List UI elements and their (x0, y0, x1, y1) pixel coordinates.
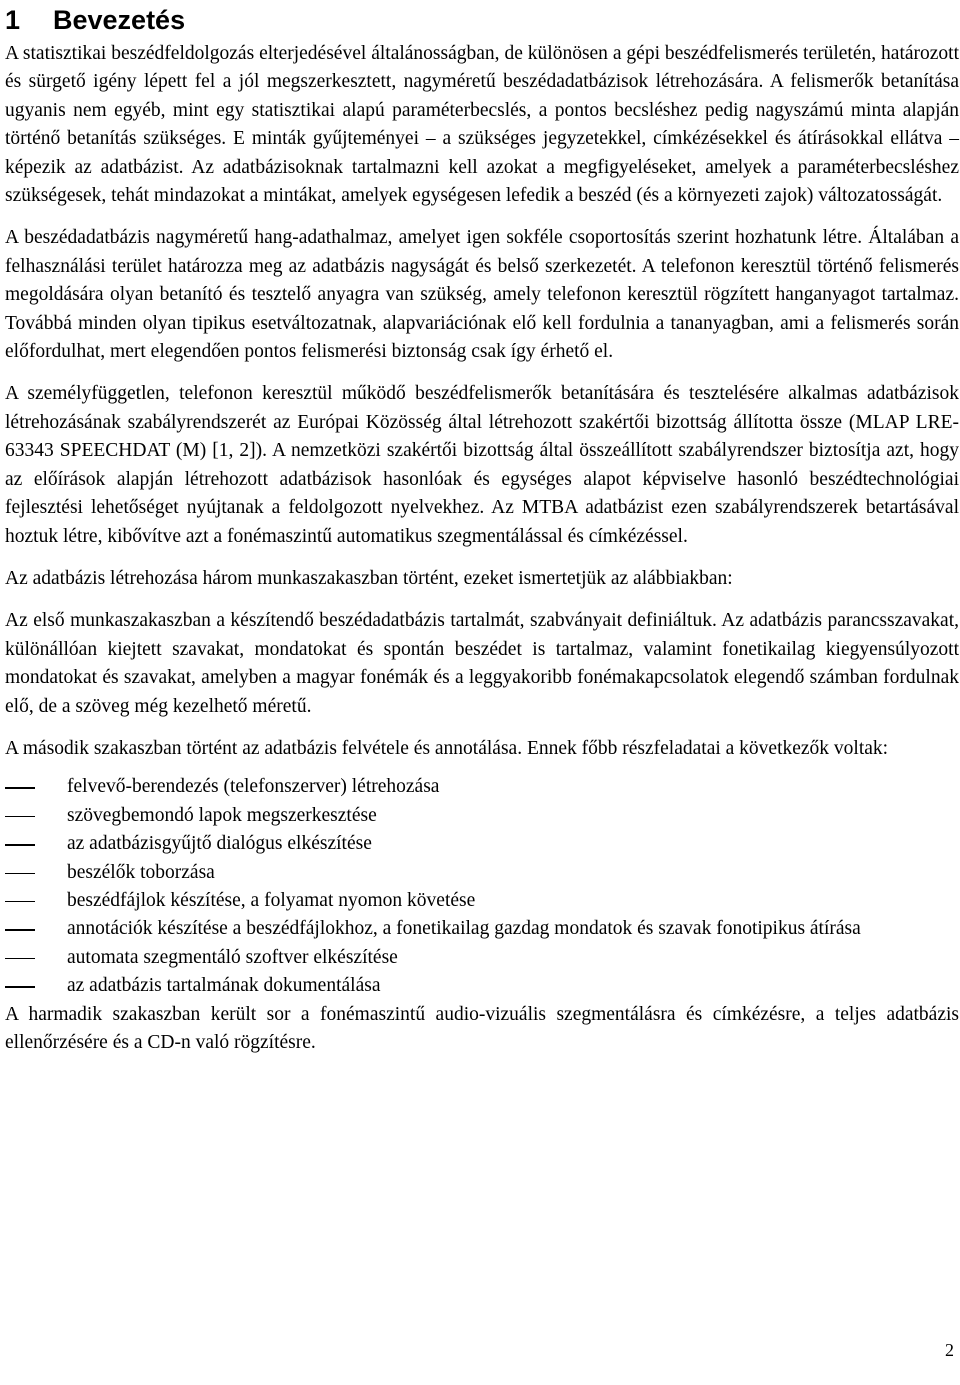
list-item: az adatbázisgyűjtő dialógus elkészítése (67, 833, 372, 855)
task-list (5, 773, 959, 1000)
paragraph-6: A második szakaszban történt az adatbázis felvétele és annotálása. Ennek főbb részfeladatai a következők voltak: (5, 737, 889, 759)
section-heading (5, 0, 959, 40)
paragraph-3: A személyfüggetlen, telefonon keresztül működő beszédfelismerők betanítására és tesztelésére alkalmas adatbázisok létrehozásának szabályrendszerét az Európai Közösség által létrehozott szakértői bizottság állította össze (MLAP LRE-63343 SPEECHDAT (M) [1, 2]). A nemzetközi szakértői bizottság által összeállított szabályrendszer biztosítja azt, hogy az előírások alapján létrehozott adatbázisok hasonlóak és egységes alapot képviselve hasonló beszédtechnológiai fejlesztési lehetőséget nyújtanak a feldolgozott nyelvekhez. Az MTBA adatbázist ezen szabályrendszerek betartásával hoztuk létre, kibővítve azt a fonémaszintű automatikus szegmentálással és címkézéssel. (5, 383, 959, 547)
list-item: szövegbemondó lapok megszerkesztése (67, 804, 377, 826)
final-paragraph: A harmadik szakaszban került sor a fonémaszintű audio-vizuális szegmentálásra és címkézésre, a teljes adatbázis ellenőrzésére és a CD-n való rögzítésre. (5, 1003, 959, 1053)
paragraph-5: Az első munkaszakaszban a készítendő beszédadatbázis tartalmát, szabványait definiáltuk. Az adatbázis parancsszavakat, különállóan kiejtett szavakat, mondatokat és spontán beszédet is tartalmaz, valamint fonetikailag kiegyensúlyozott mondatokat és szavakat, amelyben a magyar fonémák és a leggyakoribb fonémakapcsolatok elegendő számban fordulnak elő, de a szöveg még kezelhető méretű. (5, 610, 959, 717)
paragraph-1: A statisztikai beszédfeldolgozás elterjedésével általánosságban, de különösen a gépi beszédfelismerés területén, határozott és sürgető igény lépett fel a jól megszerkesztett, nagyméretű beszédadatbázisok létrehozására. A felismerők betanítása ugyanis nem egyéb, mint egy statisztikai alapú paraméterbecslés, a pontos becsléshez pedig nagyszámú minta alapján történő betanítás szükséges. E minták gyűjteményei – a szükséges jegyzetekkel, címkézésekkel és átírásokkal ellátva – képezik az adatbázist. Az adatbázisoknak tartalmazni kell azokat a megfigyeléseket, amelyek a paraméterbecsléshez szükségesek, tehát mindazokat a mintákat, amelyek egységesen lefedik a beszéd (és a környezeti zajok) változatosságát. (5, 43, 959, 207)
section-title: Bevezetés (53, 5, 186, 35)
list-item: annotációk készítése a beszédfájlokhoz, a fonetikailag gazdag mondatok és szavak fonotipikus átírása (67, 918, 861, 940)
paragraph-4: Az adatbázis létrehozása három munkaszakaszban történt, ezeket ismertetjük az alábbiakban: (5, 567, 733, 589)
list-item: beszélők toborzása (67, 861, 215, 883)
list-item: automata szegmentáló szoftver elkészítése (67, 946, 398, 968)
list-item: felvevő-berendezés (telefonszerver) létrehozása (67, 776, 440, 798)
list-item: az adatbázis tartalmának dokumentálása (67, 975, 381, 997)
section-number: 1 (5, 5, 21, 35)
document-page (5, 0, 959, 1057)
list-item: beszédfájlok készítése, a folyamat nyomon követése (67, 889, 476, 911)
paragraph-2: A beszédadatbázis nagyméretű hang-adathalmaz, amelyet igen sokféle csoportosítás szerint hozhatunk létre. Általában a felhasználási terület határozza meg az adatbázis nagyságát és belső szerkezetét. A telefonon keresztül történő felismerés megoldására olyan betanító és tesztelő anyagra van szükség, amely telefonon keresztül rögzített hanganyagot tartalmaz. Továbbá minden olyan tipikus esetváltozatnak, alapvariációnak elő kell fordulnia a tananyagban, ami a felismerés során előfordulhat, mert elegendően pontos felismerési biztonság csak így érhető el. (5, 227, 959, 363)
page-number: 2 (945, 1340, 954, 1360)
